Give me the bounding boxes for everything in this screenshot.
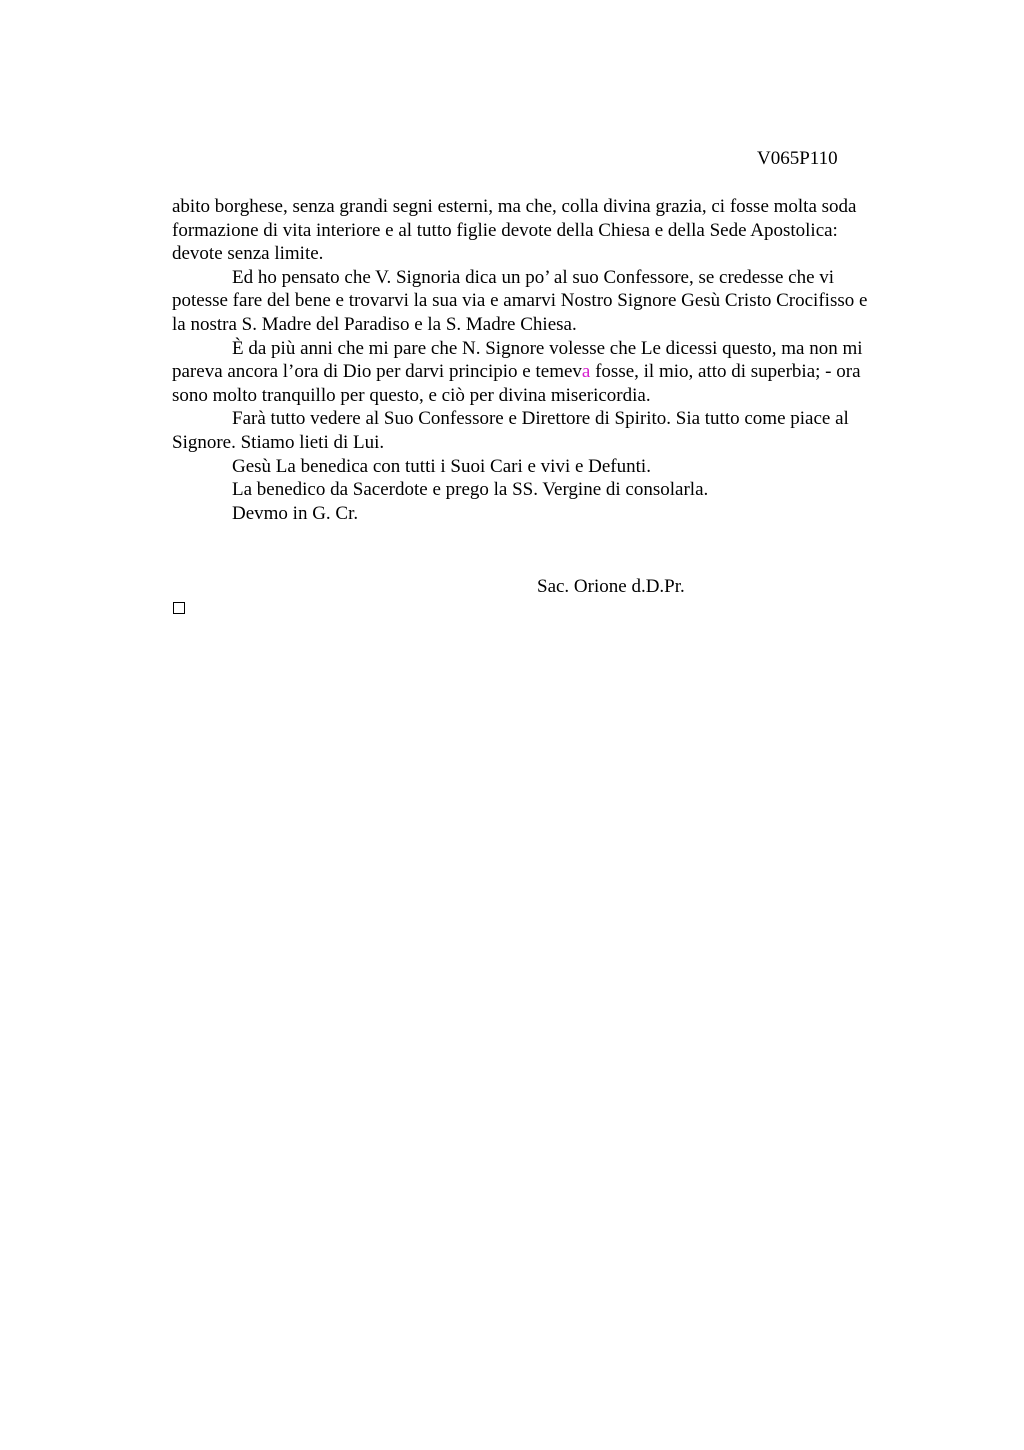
- checkbox-empty-icon: [173, 602, 185, 614]
- letter-line-part: fosse, il mio, atto di superbia; - ora: [590, 361, 861, 383]
- letter-line-part: pareva ancora l’ora di Dio per darvi principio e temev: [172, 361, 582, 383]
- letter-line: formazione di vita interiore e al tutto figlie devote della Chiesa e della Sede Apostolica:: [172, 219, 838, 241]
- letter-line: la nostra S. Madre del Paradiso e la S. Madre Chiesa.: [172, 313, 577, 335]
- letter-line: sono molto tranquillo per questo, e ciò per divina misericordia.: [172, 384, 651, 406]
- letter-line: potesse fare del bene e trovarvi la sua via e amarvi Nostro Signore Gesù Cristo Crocifisso e: [172, 290, 868, 312]
- letter-line: Farà tutto vedere al Suo Confessore e Direttore di Spirito. Sia tutto come piace al: [232, 408, 849, 430]
- highlighted-letter: a: [581, 361, 591, 383]
- page-reference: V065P110: [757, 148, 838, 169]
- letter-body: [172, 195, 942, 525]
- letter-line: È da più anni che mi pare che N. Signore volesse che Le dicessi questo, ma non mi: [232, 337, 863, 359]
- closing-line: Devmo in G. Cr.: [232, 502, 359, 524]
- letter-line-with-highlight: [172, 360, 942, 384]
- letter-line: Signore. Stiamo lieti di Lui.: [172, 431, 385, 453]
- letter-line: Gesù La benedica con tutti i Suoi Cari e vivi e Defunti.: [232, 455, 651, 477]
- letter-line: La benedico da Sacerdote e prego la SS. Vergine di consolarla.: [232, 479, 709, 501]
- letter-line: devote senza limite.: [172, 243, 324, 265]
- signature: Sac. Orione d.D.Pr.: [537, 576, 685, 597]
- letter-line: Ed ho pensato che V. Signoria dica un po’ al suo Confessore, se credesse che vi: [232, 266, 835, 288]
- letter-line: abito borghese, senza grandi segni esterni, ma che, colla divina grazia, ci fosse molta soda: [172, 196, 857, 217]
